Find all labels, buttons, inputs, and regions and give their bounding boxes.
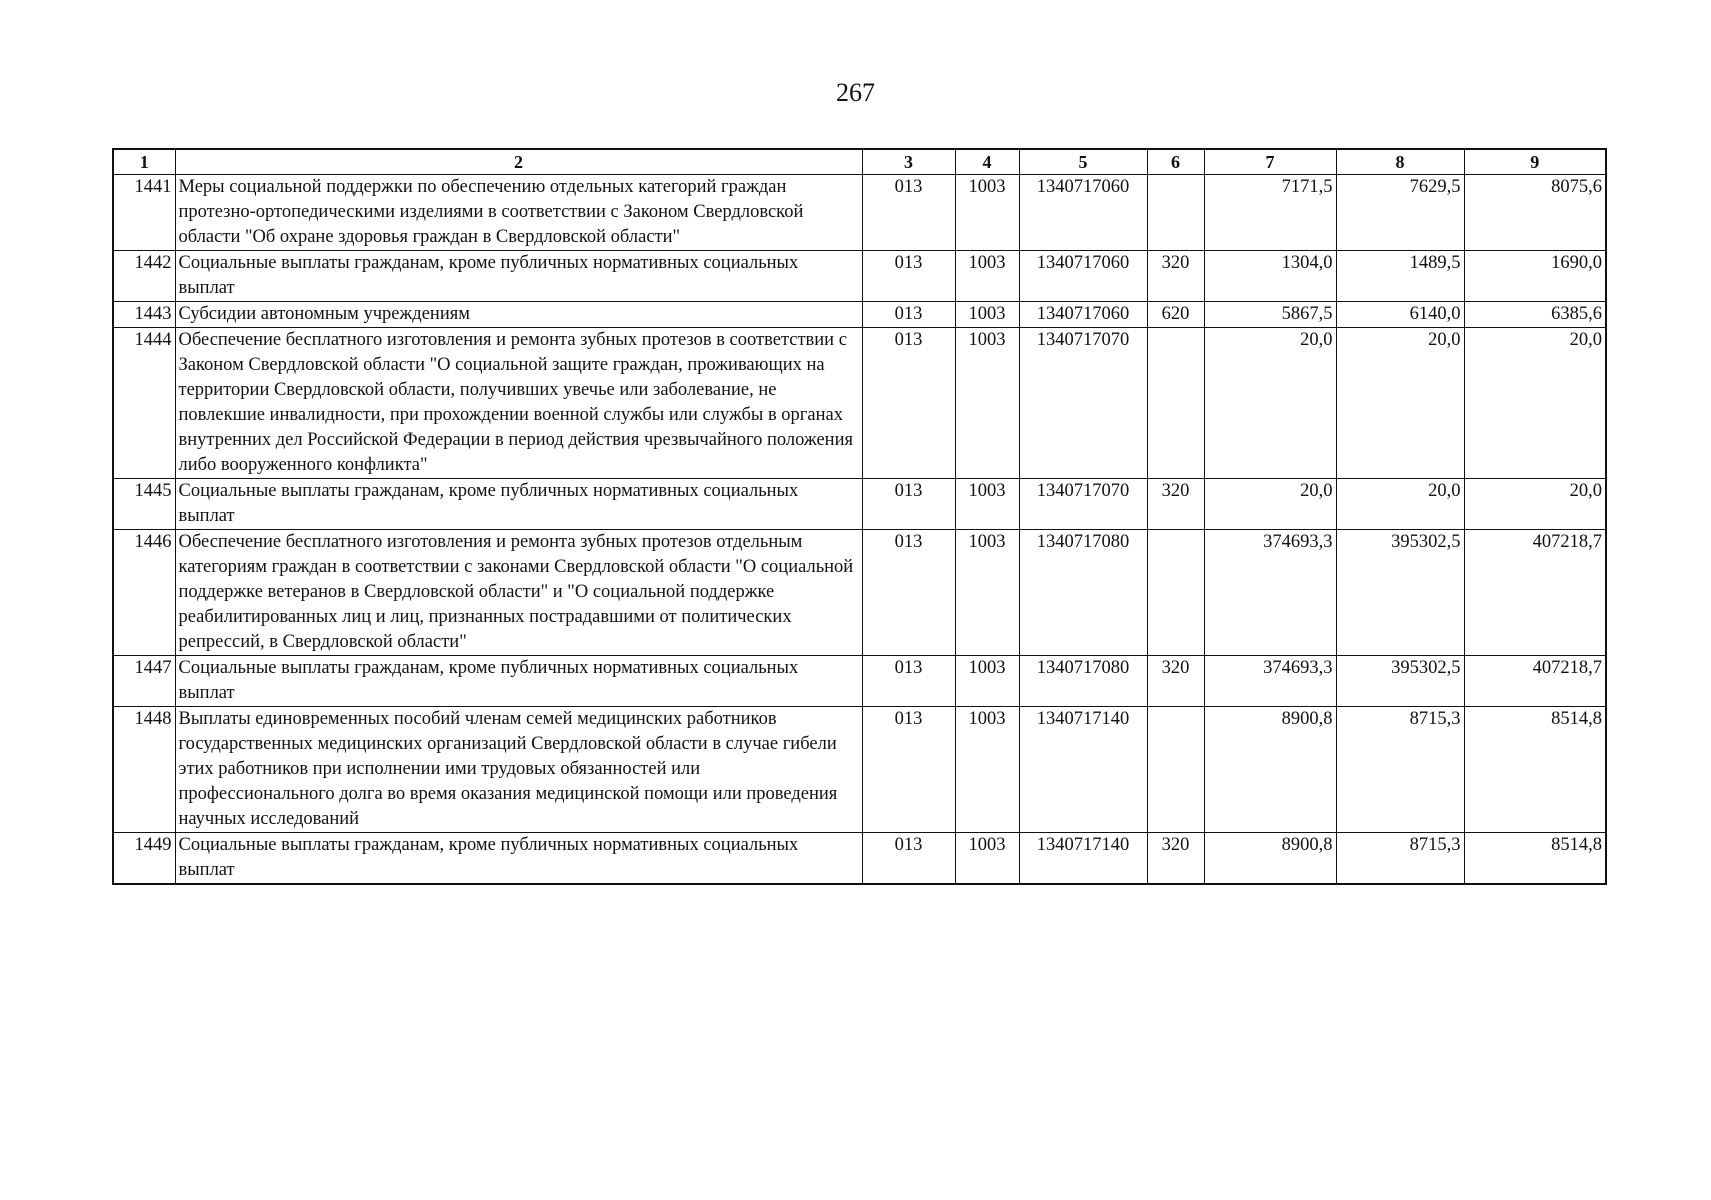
amount-year-1: 20,0: [1204, 479, 1336, 530]
amount-year-1: 5867,5: [1204, 302, 1336, 328]
table-row: [113, 328, 1606, 479]
target-article-code: 1340717070: [1019, 328, 1147, 479]
section-code: 1003: [955, 656, 1019, 707]
amount-year-2: 1489,5: [1336, 251, 1464, 302]
col-header-6: 6: [1147, 149, 1204, 175]
section-code: 1003: [955, 707, 1019, 833]
admin-code: 013: [862, 707, 955, 833]
section-code: 1003: [955, 479, 1019, 530]
col-header-9: 9: [1464, 149, 1606, 175]
row-number: 1447: [113, 656, 175, 707]
target-article-code: 1340717140: [1019, 707, 1147, 833]
header-row: [113, 149, 1606, 175]
amount-year-3: 8514,8: [1464, 707, 1606, 833]
target-article-code: 1340717080: [1019, 656, 1147, 707]
row-description: Обеспечение бесплатного изготовления и ремонта зубных протезов отдельным категориям граждан в соответствии с законами Свердловской области "О социальной поддержке ветеранов в Свердловской области" и "О социальной поддержке реабилитированных лиц и лиц, признанных пострадавшими от политических репрессий, в Свердловской области": [175, 530, 862, 656]
table-row: [113, 251, 1606, 302]
admin-code: 013: [862, 833, 955, 885]
admin-code: 013: [862, 530, 955, 656]
target-article-code: 1340717140: [1019, 833, 1147, 885]
table-row: [113, 530, 1606, 656]
page-number: 267: [836, 78, 875, 107]
section-code: 1003: [955, 530, 1019, 656]
target-article-code: 1340717060: [1019, 302, 1147, 328]
expense-type-code: 320: [1147, 656, 1204, 707]
col-header-3: 3: [862, 149, 955, 175]
row-description: Социальные выплаты гражданам, кроме публичных нормативных социальных выплат: [175, 833, 862, 885]
expense-type-code: 320: [1147, 833, 1204, 885]
row-description: Социальные выплаты гражданам, кроме публичных нормативных социальных выплат: [175, 251, 862, 302]
row-description: Обеспечение бесплатного изготовления и ремонта зубных протезов в соответствии с Законом Свердловской области "О социальной защите граждан, проживающих на территории Свердловской области, получивших увечье или заболевание, не повлекшие инвалидности, при прохождении военной службы или службы в органах внутренних дел Российской Федерации в период действия чрезвычайного положения либо вооруженного конфликта": [175, 328, 862, 479]
amount-year-1: 1304,0: [1204, 251, 1336, 302]
table-row: [113, 479, 1606, 530]
amount-year-2: 20,0: [1336, 328, 1464, 479]
target-article-code: 1340717070: [1019, 479, 1147, 530]
target-article-code: 1340717060: [1019, 251, 1147, 302]
expense-type-code: 620: [1147, 302, 1204, 328]
col-header-7: 7: [1204, 149, 1336, 175]
section-code: 1003: [955, 175, 1019, 251]
row-number: 1448: [113, 707, 175, 833]
row-description: Субсидии автономным учреждениям: [175, 302, 862, 328]
row-description: Социальные выплаты гражданам, кроме публичных нормативных социальных выплат: [175, 656, 862, 707]
amount-year-3: 407218,7: [1464, 530, 1606, 656]
table-body: [113, 175, 1606, 885]
row-description: Выплаты единовременных пособий членам семей медицинских работников государственных медицинских организаций Свердловской области в случае гибели этих работников при исполнении ими трудовых обязанностей или профессионального долга во время оказания медицинской помощи или проведения научных исследований: [175, 707, 862, 833]
section-code: 1003: [955, 833, 1019, 885]
amount-year-3: 1690,0: [1464, 251, 1606, 302]
amount-year-2: 6140,0: [1336, 302, 1464, 328]
expense-type-code: 320: [1147, 479, 1204, 530]
table-row: [113, 302, 1606, 328]
section-code: 1003: [955, 251, 1019, 302]
amount-year-1: 20,0: [1204, 328, 1336, 479]
amount-year-2: 395302,5: [1336, 530, 1464, 656]
row-description: Меры социальной поддержки по обеспечению отдельных категорий граждан протезно-ортопедическими изделиями в соответствии с Законом Свердловской области "Об охране здоровья граждан в Свердловской области": [175, 175, 862, 251]
amount-year-3: 8514,8: [1464, 833, 1606, 885]
amount-year-2: 7629,5: [1336, 175, 1464, 251]
section-code: 1003: [955, 302, 1019, 328]
amount-year-2: 8715,3: [1336, 707, 1464, 833]
table-row: [113, 833, 1606, 885]
admin-code: 013: [862, 328, 955, 479]
amount-year-3: 8075,6: [1464, 175, 1606, 251]
target-article-code: 1340717060: [1019, 175, 1147, 251]
expense-type-code: [1147, 707, 1204, 833]
row-number: 1441: [113, 175, 175, 251]
admin-code: 013: [862, 251, 955, 302]
expense-type-code: [1147, 328, 1204, 479]
admin-code: 013: [862, 479, 955, 530]
amount-year-2: 395302,5: [1336, 656, 1464, 707]
table-row: [113, 175, 1606, 251]
admin-code: 013: [862, 302, 955, 328]
amount-year-1: 374693,3: [1204, 530, 1336, 656]
amount-year-1: 8900,8: [1204, 707, 1336, 833]
amount-year-3: 20,0: [1464, 328, 1606, 479]
amount-year-2: 8715,3: [1336, 833, 1464, 885]
col-header-8: 8: [1336, 149, 1464, 175]
amount-year-3: 20,0: [1464, 479, 1606, 530]
target-article-code: 1340717080: [1019, 530, 1147, 656]
table-row: [113, 656, 1606, 707]
amount-year-1: 7171,5: [1204, 175, 1336, 251]
expense-type-code: 320: [1147, 251, 1204, 302]
row-number: 1449: [113, 833, 175, 885]
amount-year-2: 20,0: [1336, 479, 1464, 530]
admin-code: 013: [862, 656, 955, 707]
row-number: 1444: [113, 328, 175, 479]
amount-year-3: 407218,7: [1464, 656, 1606, 707]
budget-table: [112, 148, 1607, 885]
col-header-1: 1: [113, 149, 175, 175]
row-number: 1445: [113, 479, 175, 530]
table-row: [113, 707, 1606, 833]
row-description: Социальные выплаты гражданам, кроме публичных нормативных социальных выплат: [175, 479, 862, 530]
col-header-4: 4: [955, 149, 1019, 175]
col-header-5: 5: [1019, 149, 1147, 175]
row-number: 1443: [113, 302, 175, 328]
section-code: 1003: [955, 328, 1019, 479]
col-header-2: 2: [175, 149, 862, 175]
row-number: 1446: [113, 530, 175, 656]
expense-type-code: [1147, 530, 1204, 656]
row-number: 1442: [113, 251, 175, 302]
amount-year-3: 6385,6: [1464, 302, 1606, 328]
expense-type-code: [1147, 175, 1204, 251]
amount-year-1: 374693,3: [1204, 656, 1336, 707]
amount-year-1: 8900,8: [1204, 833, 1336, 885]
admin-code: 013: [862, 175, 955, 251]
